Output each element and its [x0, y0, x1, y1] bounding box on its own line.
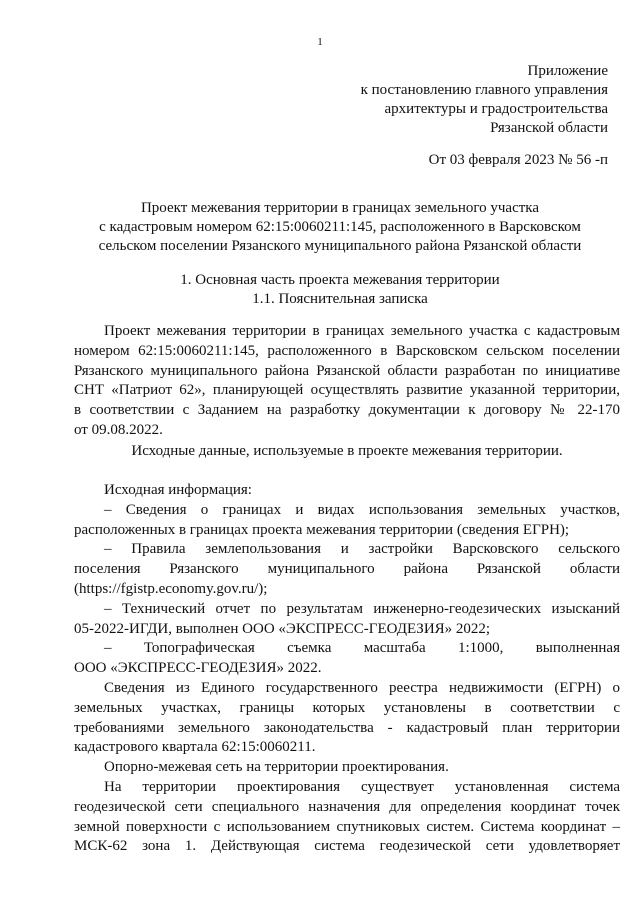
- paragraph-line: от 09.08.2022.: [74, 421, 163, 438]
- source-data-heading: Исходные данные, используемые в проекте межевания территории.: [131, 443, 563, 459]
- section-heading: 1. Основная часть проекта межевания территории: [180, 272, 500, 288]
- paragraph-line: земной поверхности с использованием спутниковых систем. Система координат –: [74, 818, 620, 835]
- paragraph-line: кадастрового квартала 62:15:0060211.: [74, 739, 316, 756]
- list-item-line: – Правила землепользования и застройки Варсковского сельского: [104, 541, 620, 558]
- list-item-line: – Технический отчет по результатам инженерно-геодезических изысканий: [104, 600, 620, 617]
- appendix-line: к постановлению главного управления: [360, 82, 608, 98]
- title-line: с кадастровым номером 62:15:0060211:145, расположенного в Варсковском: [99, 219, 581, 235]
- paragraph-line: Сведения из Единого государственного реестра недвижимости (ЕГРН) о: [104, 679, 620, 696]
- page-number: 1: [317, 36, 323, 48]
- appendix-line: архитектуры и градостроительства: [384, 101, 608, 117]
- document-title: [60, 199, 620, 256]
- appendix-line: Приложение: [527, 63, 608, 79]
- list-item-line: поселения Рязанского муниципального района Рязанской области: [74, 561, 620, 578]
- section-subheading: 1.1. Пояснительная записка: [252, 291, 428, 307]
- paragraph-line: Проект межевания территории в границах земельного участка с кадастровым: [104, 323, 620, 339]
- list-item-line: 05-2022-ИГДИ, выполнен ООО «ЭКСПРЕСС-ГЕОДЕЗИЯ» 2022;: [74, 620, 491, 637]
- list-item-line: – Сведения о границах и видах использования земельных участков,: [104, 501, 620, 518]
- section-heading-block: [60, 271, 620, 309]
- paragraph-line: в соответствии с Заданием на разработку документации к договору № 22-170: [74, 402, 620, 419]
- list-item-line: (https://fgistp.economy.gov.ru/);: [74, 580, 268, 597]
- list-item-line: – Топографическая съемка масштаба 1:1000, выполненная: [104, 640, 620, 657]
- paragraph-line: Рязанского муниципального района Рязанской области разработан по инициативе: [74, 362, 620, 379]
- source-data-section: [74, 481, 620, 857]
- paragraph-line: На территории проектирования существует установленная система: [104, 778, 620, 795]
- paragraph-line: МСК-62 зона 1. Действующая система геодезической сети удовлетворяет: [74, 838, 620, 855]
- source-data-heading-block: [74, 442, 620, 462]
- list-item-line: расположенных в границах проекта межевания территории (сведения ЕГРН);: [74, 521, 570, 538]
- paragraph-line: Опорно-межевая сеть на территории проектирования.: [104, 759, 449, 776]
- appendix-block: [248, 62, 608, 138]
- title-line: сельском поселении Рязанского муниципального района Рязанской области: [98, 238, 582, 254]
- order-date-number: От 03 февраля 2023 № 56 -п: [428, 152, 608, 168]
- paragraph-line: геодезической сети специального назначения для определения координат точек: [74, 798, 620, 815]
- paragraph-line: номером 62:15:0060211:145, расположенного в Варсковском сельском поселении: [74, 342, 620, 359]
- appendix-line: Рязанской области: [490, 120, 608, 136]
- intro-paragraph: [74, 322, 620, 441]
- paragraph-line: СНТ «Патриот 62», планирующей осуществлять развитие указанной территории,: [74, 382, 620, 399]
- title-line: Проект межевания территории в границах земельного участка: [140, 200, 540, 216]
- paragraph-line: требованиями земельного законодательства - кадастровый план территории: [74, 719, 620, 736]
- paragraph-line: Исходная информация:: [104, 482, 252, 498]
- list-item-line: ООО «ЭКСПРЕСС-ГЕОДЕЗИЯ» 2022.: [74, 660, 322, 677]
- paragraph-line: земельных участках, границы которых установлены в соответствии с: [74, 699, 620, 716]
